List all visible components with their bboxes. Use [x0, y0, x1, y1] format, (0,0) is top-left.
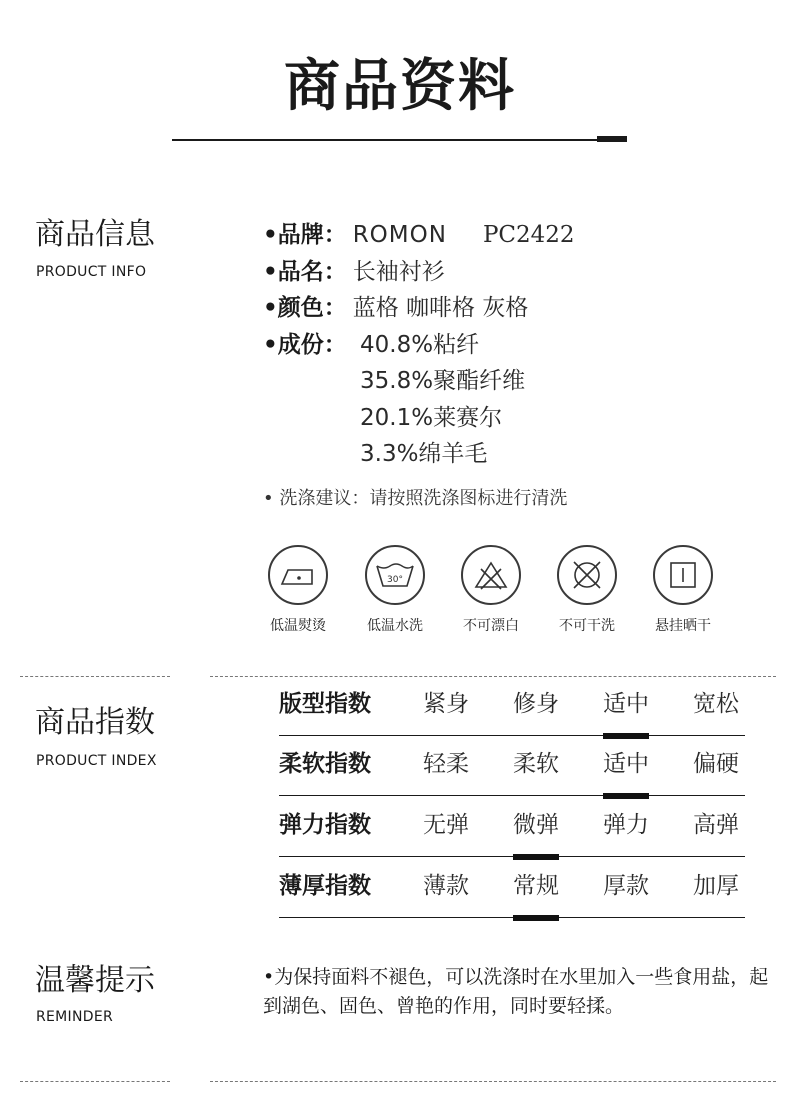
index-option: 宽松: [693, 691, 739, 717]
care-item-dryclean: [542, 545, 632, 635]
composition-item: 20.1%莱赛尔: [360, 405, 503, 431]
index-option: 厚款: [603, 873, 649, 899]
index-option: 微弹: [513, 812, 559, 838]
index-row-softness: [279, 735, 745, 796]
index-row-label: 柔软指数: [279, 751, 371, 777]
index-row-label: 薄厚指数: [279, 873, 371, 899]
index-option: 无弹: [423, 812, 469, 838]
reminder-subheading: REMINDER: [36, 1009, 114, 1025]
line-dry-icon: [653, 545, 713, 605]
iron-low-temp-icon: [268, 545, 328, 605]
color-line: [263, 293, 528, 323]
index-row-fit: [279, 675, 745, 736]
wash-30-icon: [365, 545, 425, 605]
care-label: 不可漂白: [463, 618, 519, 634]
index-option: 弹力: [603, 812, 649, 838]
bullet: •: [263, 295, 278, 321]
index-row-label: 版型指数: [279, 691, 371, 717]
composition-item: 3.3%绵羊毛: [360, 441, 488, 467]
index-option: 偏硬: [693, 751, 739, 777]
care-label: 悬挂晒干: [655, 618, 711, 634]
brand-label: 品牌：: [277, 222, 347, 248]
reminder-heading: 温馨提示: [35, 963, 155, 998]
product-info-subheading: PRODUCT INFO: [36, 264, 147, 280]
bullet: •: [263, 332, 278, 358]
page-title: 商品资料: [284, 54, 516, 119]
index-option: 常规: [513, 873, 559, 899]
composition-label: 成份：: [277, 332, 347, 358]
product-info-heading: 商品信息: [35, 217, 155, 252]
no-dry-clean-icon: [557, 545, 617, 605]
name-line: [263, 257, 445, 287]
index-row-elasticity: [279, 796, 745, 857]
separator-left-bottom: [20, 1081, 170, 1082]
index-option: 修身: [513, 691, 559, 717]
brand-value: ROMON: [352, 222, 447, 248]
index-option: 轻柔: [423, 751, 469, 777]
index-option: 加厚: [693, 873, 739, 899]
color-label: 颜色：: [277, 295, 347, 321]
index-option: 薄款: [423, 873, 469, 899]
index-option: 高弹: [693, 812, 739, 838]
composition-item: 40.8%粘纤: [360, 332, 480, 358]
care-label: 不可干洗: [559, 618, 615, 634]
bullet: •: [263, 259, 278, 285]
product-index-subheading: PRODUCT INDEX: [36, 753, 157, 769]
index-option: 适中: [603, 751, 649, 777]
model-number: PC2422: [482, 222, 575, 248]
care-item-dry: [638, 545, 728, 635]
care-label: 低温熨烫: [270, 618, 326, 634]
title-underline-accent: [597, 136, 627, 142]
care-item-bleach: [446, 545, 536, 635]
brand-line: [263, 220, 575, 250]
no-bleach-icon: [461, 545, 521, 605]
index-option: 柔软: [513, 751, 559, 777]
composition-line: [263, 330, 347, 360]
care-label: 低温水洗: [367, 618, 423, 634]
care-item-wash: [350, 545, 440, 635]
color-value: 蓝格 咖啡格 灰格: [352, 295, 529, 321]
wash-temp-text: 30°: [387, 575, 403, 585]
care-item-iron: [253, 545, 343, 635]
index-selected-marker: [513, 915, 559, 921]
bullet: •: [263, 222, 278, 248]
index-option: 适中: [603, 691, 649, 717]
separator-right-bottom: [210, 1081, 776, 1082]
title-underline: [172, 139, 600, 141]
separator-left: [20, 676, 170, 677]
composition-item: 35.8%聚酯纤维: [360, 368, 526, 394]
reminder-text: •为保持面料不褪色，可以洗涤时在水里加入一些食用盐，起到湖色、固色、曾艳的作用，同时要轻揉。: [263, 966, 769, 1017]
wash-note: • 洗涤建议：请按照洗涤图标进行清洗: [263, 488, 568, 509]
index-row-label: 弹力指数: [279, 812, 371, 838]
index-row-thickness: [279, 857, 745, 918]
name-value: 长袖衬衫: [352, 259, 445, 285]
product-index-heading: 商品指数: [35, 705, 155, 740]
name-label: 品名：: [277, 259, 347, 285]
index-option: 紧身: [423, 691, 469, 717]
